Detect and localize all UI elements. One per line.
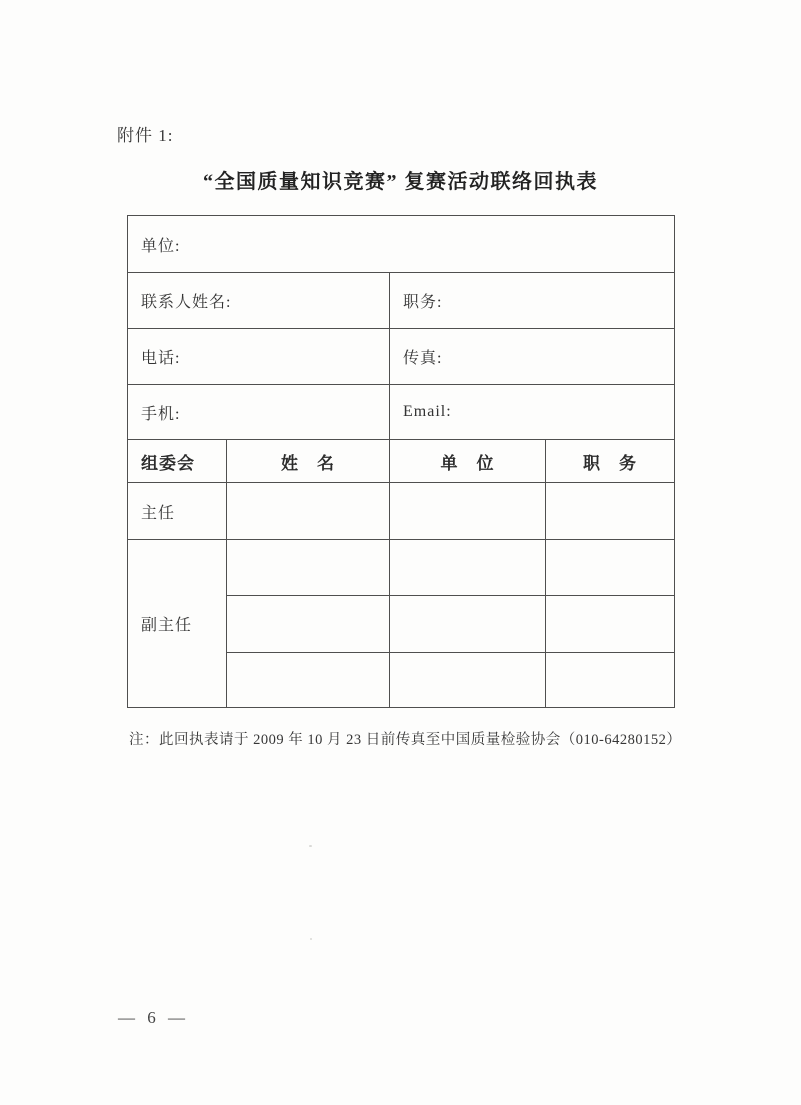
director-position-cell xyxy=(546,483,675,540)
deputy-unit-cell xyxy=(390,540,546,596)
page-number: — 6 — xyxy=(118,1008,189,1027)
row-unit xyxy=(128,216,675,273)
deputy-position-cell xyxy=(546,596,675,653)
deputy-position-cell xyxy=(546,540,675,596)
contact-name-field-label: 联系人姓名: xyxy=(128,273,390,329)
deputy-name-cell xyxy=(227,653,390,708)
unit-field-label: 单位: xyxy=(128,216,675,273)
director-row-label: 主任 xyxy=(128,483,227,540)
deputy-name-cell xyxy=(227,540,390,596)
director-unit-cell xyxy=(390,483,546,540)
committee-header: 组委会 xyxy=(128,440,227,483)
fax-instruction-note: 注：此回执表请于 2009 年 10 月 23 日前传真至中国质量检验协会（010-64280152） xyxy=(129,732,682,748)
scan-speckle xyxy=(310,938,312,940)
mobile-field-label: 手机: xyxy=(128,385,390,440)
attachment-label: 附件 1: xyxy=(117,126,174,145)
position-field-label: 职务: xyxy=(390,273,675,329)
unit-column-header: 单 位 xyxy=(390,440,546,483)
deputy-director-row-label: 副主任 xyxy=(128,540,227,708)
director-row xyxy=(128,483,675,540)
fax-field-label: 传真: xyxy=(390,329,675,385)
director-name-cell xyxy=(227,483,390,540)
name-column-header: 姓 名 xyxy=(227,440,390,483)
deputy-unit-cell xyxy=(390,596,546,653)
row-contact-position xyxy=(128,273,675,329)
deputy-name-cell xyxy=(227,596,390,653)
deputy-position-cell xyxy=(546,653,675,708)
position-column-header: 职 务 xyxy=(546,440,675,483)
row-phone-fax xyxy=(128,329,675,385)
phone-field-label: 电话: xyxy=(128,329,390,385)
page-title: “全国质量知识竞赛” 复赛活动联络回执表 xyxy=(203,171,598,193)
email-field-label: Email: xyxy=(390,385,675,440)
reply-form-table xyxy=(127,215,675,708)
committee-header-row xyxy=(128,440,675,483)
row-mobile-email xyxy=(128,385,675,440)
scan-speckle xyxy=(309,845,312,847)
deputy-director-row-1 xyxy=(128,540,675,596)
deputy-unit-cell xyxy=(390,653,546,708)
